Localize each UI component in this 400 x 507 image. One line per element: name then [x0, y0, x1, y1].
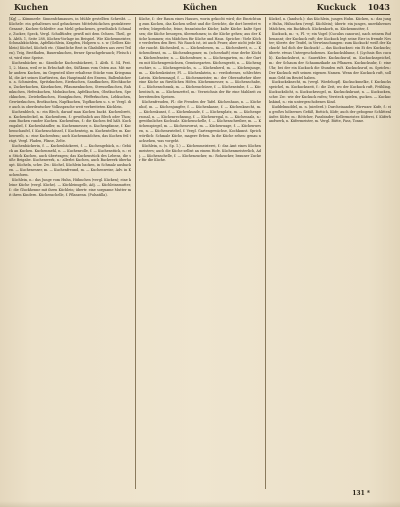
running-header [8, 2, 392, 14]
paragraph: Kuchenbäckerin, f. — Kuchenbäckerei, f. — Kuchengebäck, n.: Gebäck an Kuchen. Kuchenmehl, n. — Kuchenrolle, f. — Kuchenstück, n.: ein Stück Kuchen, auch übertragen; das Kuchenstück des Lebens, die süße Beigabe. Kuchenwerk, n.: allerlei Kuchen, auch Backwerk überhaupt. Kücheln, schw. Zw.: Küchel, Küchlein backen, in Schmalz ausbacken. — Kuchenesser, m. — Kuchenfreund, m. — Kuchenweise, Adv. in Kuchenform. [9, 143, 131, 177]
text-column-1 [9, 17, 131, 489]
paragraph: [Kg] — Kümmerle: Sinnenfchmauses, in Mühle gestellten Schreibt. — Küchele: ein gehaltenes und gebackenes Mittelstückchen gezinkterer Gesamt-, Kuchen-Schleifer: aus Mehl gebackenes, gewöhnlich Schmalz, Zucker, Speck, Vergl. Schulfünfer, gewiß mit dem Ochsen. Theil, geh. Abth. 1, Seite 288, Küchen-Vorlage im Beispiel. Wie Küchenmeister, Schmalzküchlein, Apfelküchlein, Krapfen, Holpern u. s. w. (Gelbes Küchlein) Küchel, Kücheli etc. (Sämtliche Brot in Glasbildern aus zwei Teilen), Teig, Brotfladen, Bauernkuchen, ferner Sprachgebrauch; Fleisch ist, wird eine Speise. [9, 17, 131, 60]
paragraph: Kuckuck, m.: -s, Pl. -e; ein Vogel (Cuculus canorus), nach seinem Ruf benannt; der Kuckuck ruft; der Kuckuck legt seine Eier in fremde Nester; übertr. der Teufel, in Verwünschungen: zum Kuckuck! weiß der Kuckuck! hol dich der Kuckuck! — das Kuckucksei: ein Ei des Kuckucks; übertr. etwas Untergeschobenes. Kuckucksblume, f. (Lychnis flos cuculi). Kuckucksbrot, n.: Sauerklee. Kuckucksruf, m. Kuckucksspeichel, m.: der Schaum der Schaumzikade an Pflanzen. Kuckucksuhr, f.: eine Uhr, bei der ein Kuckuck die Stunden ruft. Kuckucksruf, m. Sprichw.: Der Kuckuck ruft seinen eigenen Namen. Wenn der Kuckuck ruft, soll man Geld im Beutel haben. [269, 31, 391, 80]
paragraph: Kuchenblech, n.: ein Blech, darauf man Kuchen backt. Kuchenbrett, n. Kuchendeckel, m. Kuchenform, f.: gewöhnlich aus Blech oder Thon; zum Backen runder Kuchen. Kuchenfrau, f.: die Kuchen feil hält. Kuchengabel, f. Kuchenhändler, m. Kuchenmesser, n. Kuchenpfanne, f. Kuchenschaufel, f. Kuchenschüssel, f. Kuchenteig, m. Kuchenteller, m. Kuchenweib, n.: eine Kuchenfrau; auch Kuchenmädchen, das Kuchen feil trägt. Vergl. Fladen, Plinse, Zelte. [9, 109, 131, 143]
paragraph: Küchenfreuden, Pl.: die Freuden der Tafel. Küchenhaus, n. — Küchenhof, m. — Küchenjungfer, f. — Küchenkasse, f. — Küchenknecht, m. — Küchenkunst, f. — Küchenkunde, f. — Küchenplatz, m. — Küchenpersonal, n. — Küchenrechnung, f. — Küchenregal, n. — Küchensalz, n.: gewöhnliches Kochsalz. Küchenschelle, f. — Küchenschreiber, m. — Küchenspiegel, m. — Küchenvorrat, m. — Küchenwage, f. — Küchenwesen, n. — Küchenzwiebel, f. Vergl. Gartengewächse, Kochkunst. Sprichwörtlich: Schmale Küche, magere Erben. In die Küche sehen: genau nachsehen, was vorgeht. [139, 99, 261, 143]
paragraph: Kückel, n. (landsch.): das Küchlein, junges Huhn. Kücken, n.: das junge Huhn, Hühnchen (vergl. Küchlein); übertr. ein junges, unerfahrenes Mädchen, ein Backfisch. Kückenkorb, m. Kückenmutter, f. [269, 17, 391, 31]
header-right-catchword: Kuckuck [316, 2, 356, 12]
paragraph: Kuchenbäcker, m.: Sämtliche Kuchenbäckerei, 1. Abth. S. 54, Fest. 1, 2. Mann, weil er in Erbschaft des, Süßkram vom Osten aus. Mit mehr andern Kuchen, im Gegenteil über erhaltene Stücke vom Kriegsmahl, die Art seines Kurfürsten, das Hauptmahl des Essens, Ballenbäcker u. a. Schmieden, Spritzkuchen, Eierkuchen, Sandkuchen, Blechkuchen, Zuckerkuchen, Käsekuchen, Pflaumenkuchen, Streuselkuchen, Rahmkuchen, Hefenkuchen, Mohnkuchen, Apfelkuchen, Obstkuchen, Speckkuchen, Zwiebelkuchen, Honigkuchen, Pfefferkuchen, Lebkuchen, Gewürzkuchen, Brotkuchen, Napfkuchen, Topfkuchen u. s. w. Vergl. die auch in oberdeutscher Volkssprache weit verbreiteten Küchlein. [9, 60, 131, 109]
page-number: 1043 [367, 2, 390, 12]
paragraph: Kuddelmuddel, m. n. (niederd.): Durcheinander, Wirrwarr. Kufe, f.: ein großes hölzernes Gefäß, Bottich, Küfe; auch der gebogene Schlittenläufer. Küfer, m.: Böttcher, Fassbinder; Kellermeister. Küferei, f. Küferhandwerk, n. Küfermeister, m. Vergl. Bütte, Fass, Tonne. [269, 104, 391, 124]
paragraph: Kuckucksknecht, m. (vergl. Wiedehopf). Kuckucksnelke, f. Kuckucksspeichel, m. Kuckuckszeit, f.: die Zeit, wo der Kuckuck ruft, Frühling. Kuckuckslicht, n. Kuckucksvogel, m. Kuckuckskraut, n. — Kuckucken, schw. Zw.: wie der Kuckuck rufen; Versteck spielen, gucken. — Kuckuckskind, n.: ein untergeschobenes Kind. [269, 80, 391, 104]
column-divider [265, 17, 266, 489]
column-divider [135, 17, 136, 489]
page-edge-shadow [0, 501, 400, 507]
paragraph: Küchlein, n. (s. Sp. 1.) — Küchenmeisterei, f.: das Amt eines Küchenmeisters; auch die Küche selbst an einem Hofe. Küchenmeisterlich, Adj. — Küchenschelle, f. — Küchenzucker, m.: Rohzucker, brauner Zucker für die Küche. [139, 143, 261, 163]
text-column-2 [139, 17, 261, 489]
header-center-catchword: Küchen [182, 2, 218, 12]
printer-signature-mark: 131 * [352, 490, 370, 497]
paragraph: Küche, f.: der Raum eines Hauses, worin gekocht wird; die Einrichtung zum Kochen, das Kochen selbst und die Gerichte, die dort bereitet werden; bürgerliche, feine, französische Küche; kalte Küche: kalte Speisen; die Küche besorgen, übernehmen; in die Küche gehen; aus der Küche kommen; ein Mädchen für Küche und Haus. Sprichw.: Viele Köche verderben den Brei. Wo Rauch ist, ist auch Feuer, aber nicht jede Küche raucht. Küchenbeil, n. — Küchenbesen, m. — Küchenbrett, n. — Küchendienst, m. — Küchendragoner, m. (scherzhaft) eine derbe Köchin. Küchenfenster, n. — Küchenfeuer, n. — Küchengarten, m.: der Garten mit Küchengewächsen, Gemüsegarten. Küchengerät, n. — Küchengeschirr, n. — Küchengewächs, n. — Küchenherd, m. — Küchenjunge, m. — Küchenkräuter, Pl. — Küchenlatein, n.: verdorbenes, schlechtes Latein. Küchenmagd, f. — Küchenmeister, m.: der Oberaufseher über eine Küche an fürstlichen Höfen. Küchenmesser, n. — Küchenschabe, f. — Küchenschrank, m. — Küchenschürze, f. — Küchenstube, f. — Küchentisch, m. — Küchenzettel, m.: Verzeichnis der für eine Mahlzeit zu bereitenden Speisen. [139, 17, 261, 99]
header-rule [10, 14, 390, 15]
paragraph: Küchlein, n.: das Junge vom Huhn, Hühnchen (vergl. Kücken); eine kleine Küche (vergl. Küche). — Küchleinsgelb, Adj. — Küchleinsmutter, f.: die Gluckhenne mit ihren Küchlein; übertr. eine sorgsame Mutter mit ihren Kindern. Küchenschelle, f. Pflanzenn. (Pulsatilla). [9, 177, 131, 197]
header-left-catchword: Kuchen [14, 2, 49, 12]
text-column-3 [269, 17, 391, 489]
